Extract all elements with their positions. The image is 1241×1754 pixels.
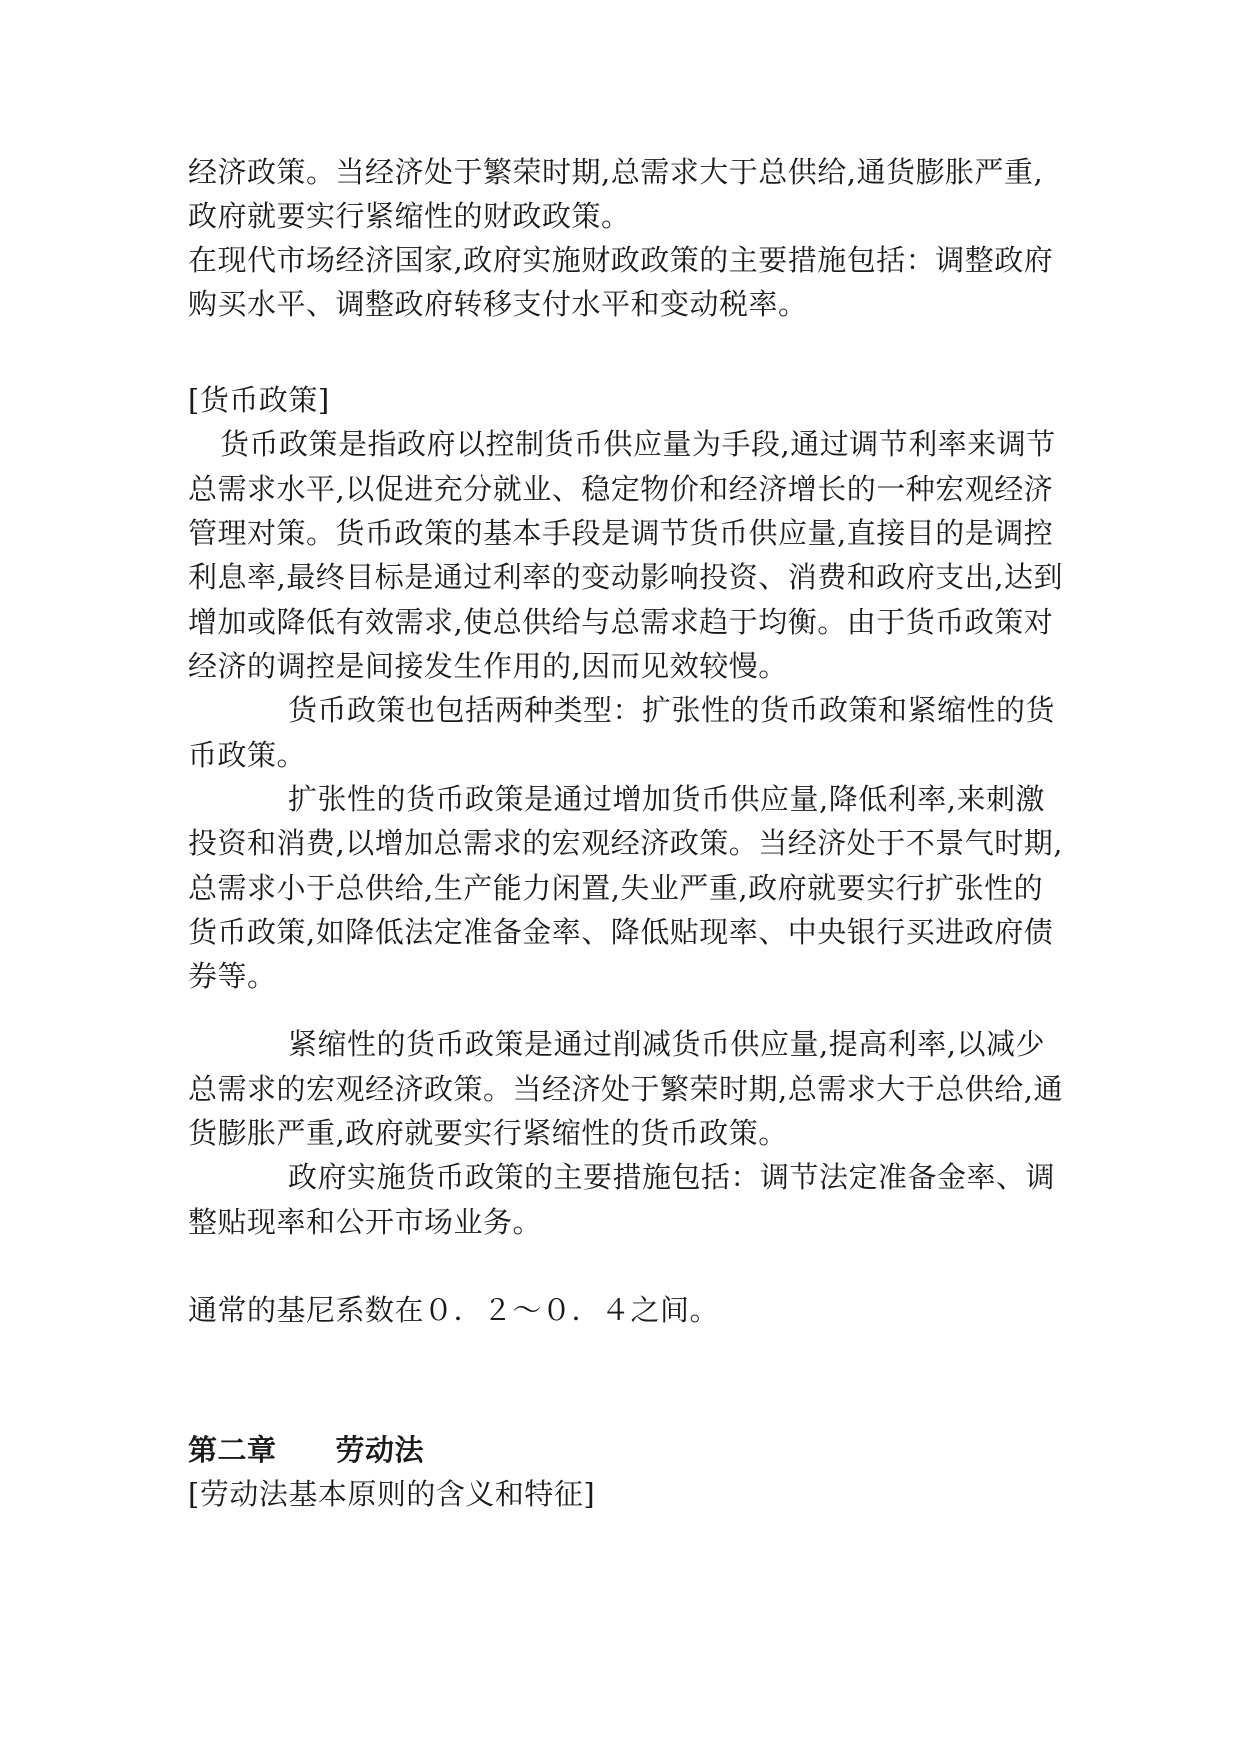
chapter-title: 第二章 劳动法 — [188, 1433, 425, 1467]
expansionary-line-3: 总需求小于总供给,生产能力闲置,失业严重,政府就要实行扩张性的 — [188, 871, 1044, 905]
monetary-definition-line-2: 总需求水平,以促进充分就业、稳定物价和经济增长的一种宏观经济 — [188, 472, 1054, 506]
expansionary-line-5: 券等。 — [188, 959, 277, 993]
chapter-subheading: [劳动法基本原则的含义和特征] — [188, 1477, 596, 1511]
contractionary-line-1: 紧缩性的货币政策是通过削减货币供应量,提高利率,以减少 — [288, 1027, 1045, 1061]
contractionary-line-3: 货膨胀严重,政府就要实行紧缩性的货币政策。 — [188, 1116, 788, 1150]
fiscal-measures-line-1: 在现代市场经济国家,政府实施财政政策的主要措施包括：调整政府 — [188, 243, 1054, 277]
monetary-definition-line-4: 利息率,最终目标是通过利率的变动影响投资、消费和政府支出,达到 — [188, 560, 1063, 594]
fiscal-line-1: 经济政策。当经济处于繁荣时期,总需求大于总供给,通货膨胀严重, — [188, 155, 1044, 189]
monetary-definition-line-5: 增加或降低有效需求,使总供给与总需求趋于均衡。由于货币政策对 — [188, 605, 1054, 639]
expansionary-line-1: 扩张性的货币政策是通过增加货币供应量,降低利率,来刺激 — [288, 782, 1045, 816]
expansionary-line-2: 投资和消费,以增加总需求的宏观经济政策。当经济处于不景气时期, — [188, 826, 1063, 860]
monetary-measures-line-2: 整贴现率和公开市场业务。 — [188, 1205, 543, 1239]
monetary-measures-line-1: 政府实施货币政策的主要措施包括：调节法定准备金率、调 — [288, 1160, 1056, 1194]
monetary-definition-line-6: 经济的调控是间接发生作用的,因而见效较慢。 — [188, 649, 788, 683]
contractionary-line-2: 总需求的宏观经济政策。当经济处于繁荣时期,总需求大于总供给,通 — [188, 1072, 1063, 1106]
monetary-definition-line-3: 管理对策。货币政策的基本手段是调节货币供应量,直接目的是调控 — [188, 516, 1054, 550]
gini-note: 通常的基尼系数在０．２～０．４之间。 — [188, 1293, 720, 1327]
monetary-section-heading: [货币政策] — [188, 383, 330, 417]
fiscal-measures-line-2: 购买水平、调整政府转移支付水平和变动税率。 — [188, 287, 808, 321]
monetary-definition-line-1: 货币政策是指政府以控制货币供应量为手段,通过调节利率来调节 — [220, 427, 1056, 461]
monetary-types-line-1: 货币政策也包括两种类型：扩张性的货币政策和紧缩性的货 — [288, 693, 1056, 727]
fiscal-line-2: 政府就要实行紧缩性的财政政策。 — [188, 199, 631, 233]
monetary-types-line-2: 币政策。 — [188, 738, 307, 772]
expansionary-line-4: 货币政策,如降低法定准备金率、降低贴现率、中央银行买进政府债 — [188, 915, 1054, 949]
